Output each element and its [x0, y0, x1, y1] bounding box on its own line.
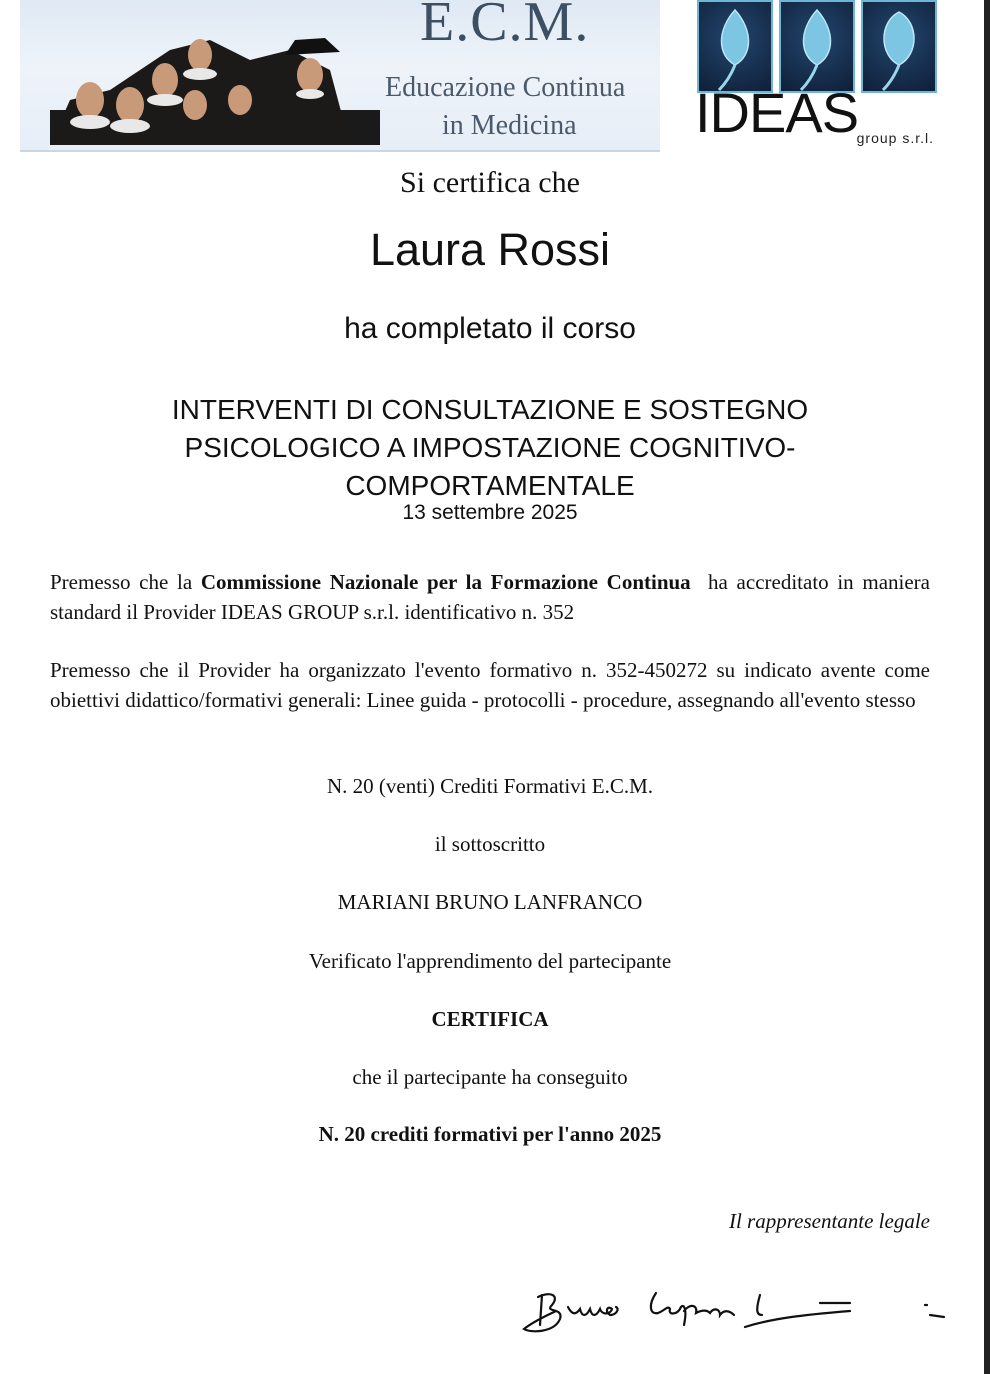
- event-paragraph: Premesso che il Provider ha organizzato l'evento formativo n. 352-450272 su indicato avente come obiettivi didattico/formativi generali: Linee guida - protocolli - procedure, assegnando all'evento stesso: [50, 658, 930, 712]
- intro-text: Si certifica che: [400, 166, 580, 199]
- final-credits: N. 20 crediti formativi per l'anno 2025: [318, 1122, 662, 1146]
- ideas-wordmark: IDEAS: [695, 81, 859, 144]
- ecm-subtitle: Educazione Continua: [385, 72, 626, 103]
- ideas-group-logo: [695, 0, 940, 150]
- achieved-text: che il partecipante ha conseguito: [352, 1065, 628, 1089]
- commission-name: Commissione Nazionale per la Formazione Continua: [200, 570, 691, 594]
- completed-text: ha completato il corso: [344, 312, 636, 345]
- course-title-line: INTERVENTI DI CONSULTAZIONE E SOSTEGNO: [171, 394, 809, 425]
- verified-text: Verificato l'apprendimento del partecipante: [308, 949, 672, 973]
- para-text: Premesso che la: [50, 570, 201, 594]
- ecm-subtitle: in Medicina: [442, 110, 577, 141]
- legal-representative-label: Il rappresentante legale: [728, 1209, 930, 1233]
- signer-name: MARIANI BRUNO LANFRANCO: [337, 890, 643, 914]
- course-date: 13 settembre 2025: [402, 501, 578, 524]
- ecm-title: E.C.M.: [420, 0, 590, 53]
- anatomy-lesson-painting-icon: [50, 30, 380, 145]
- course-title: [0, 391, 980, 505]
- para-text: ha accreditato in maniera standard il Provider IDEAS GROUP s.r.l. identificativo n. 352: [50, 570, 936, 624]
- accreditation-paragraph: [50, 568, 936, 627]
- page-edge-border: [984, 0, 990, 1374]
- course-title-line: PSICOLOGICO A IMPOSTAZIONE COGNITIVO-: [184, 432, 796, 463]
- credits-line: N. 20 (venti) Crediti Formativi E.C.M.: [326, 774, 654, 798]
- certifies-heading: CERTIFICA: [431, 1007, 549, 1031]
- ecm-logo-banner: [20, 0, 660, 152]
- ideas-suffix: group s.r.l.: [856, 130, 934, 146]
- undersigned-text: il sottoscritto: [434, 832, 546, 856]
- signature: [520, 1285, 950, 1345]
- course-title-line: COMPORTAMENTALE: [345, 470, 635, 501]
- participant-name: Laura Rossi: [369, 224, 611, 275]
